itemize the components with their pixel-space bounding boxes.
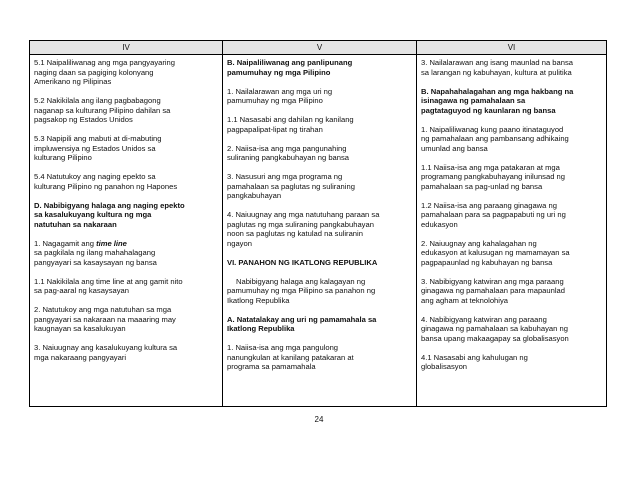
objective-paragraph: 1.2 Naiisa-isa ang paraang ginagawa ng pamahalaan para sa pagpapabuti ng uri ng edukasyon	[421, 200, 566, 229]
objective-paragraph: 2. Naiuugnay ang kahalagahan ng edukasyon at kalusugan ng mamamayan sa pagpapaunlad ng kabuhayan ng bansa	[421, 238, 570, 267]
column-vi	[417, 55, 606, 406]
objective-paragraph: 3. Nasusuri ang mga programa ng pamahalaan sa paglutas ng suliraning pangkabuhayan	[227, 172, 355, 200]
header-cell-vi: VI	[507, 43, 516, 52]
table-header-row	[30, 41, 606, 55]
objective-text: sa pagkilala ng ilang mahahalagang pangyayari sa kasaysayan ng bansa	[34, 248, 157, 267]
objective-paragraph: 2. Naiisa-isa ang mga pangunahing suliraning pangkabuhayan ng bansa	[227, 143, 350, 162]
objective-paragraph: 1. Naipaliliwanag kung paano itinataguyod ng pamahalaan ang pambansang adhikaing umunlad ang bansa	[421, 124, 569, 153]
objective-paragraph: 1.1 Nakikilala ang time line at ang gamit nito sa pag-aaral ng kasaysayan	[34, 276, 183, 295]
table-body-row	[30, 55, 606, 406]
emphasized-term: time line	[96, 238, 127, 248]
objective-paragraph: 3. Naiuugnay ang kasalukuyang kultura sa mga nakaraang pangyayari	[34, 343, 178, 362]
objective-paragraph: B. Naipaliliwanag ang panlipunang pamumuhay ng mga Pilipino	[227, 58, 353, 77]
header-cell-v: V	[223, 41, 417, 54]
objective-paragraph: 1.1 Nasasabi ang dahilan ng kanilang pagpapalipat-lipat ng tirahan	[227, 115, 354, 134]
objective-paragraph	[34, 239, 219, 268]
objective-paragraph: 2. Natutukoy ang mga natutuhan sa mga pangyayari sa nakaraan na maaaring may kaugnayan sa kasalukuyan	[34, 305, 176, 333]
objective-paragraph: 1. Nailalarawan ang mga uri ng pamumuhay ng mga Pilipino	[227, 86, 333, 105]
objective-paragraph: 3. Nabibigyang katwiran ang mga paraang ginagawa ng pamahalaan para mapaunlad ang agham at teknolohiya	[421, 276, 565, 305]
objective-paragraph: B. Napahahalagahan ang mga hakbang na isinagawa ng pamahalaan sa pagtataguyod ng kaunlaran ng bansa	[421, 86, 574, 115]
column-iv	[30, 55, 223, 406]
header-cell-iv: IV	[30, 41, 223, 54]
objective-paragraph: Nabibigyang halaga ang kalagayan ng pamumuhay ng mga Pilipino sa panahon ng Ikatlong Republika	[227, 276, 376, 305]
objective-paragraph: 1.1 Naiisa-isa ang mga patakaran at mga programang pangkabuhayang inilunsad ng pamahalaan sa pag-unlad ng bansa	[421, 162, 565, 191]
curriculum-table	[29, 40, 607, 407]
objective-paragraph: 5.3 Napipili ang mabuti at di-mabuting impluwensiya ng Estados Unidos sa kulturang Pilipino	[34, 134, 162, 162]
objective-paragraph: VI. PANAHON NG IKATLONG REPUBLIKA	[227, 257, 378, 267]
objective-text: 1. Nagagamit ang	[34, 238, 97, 248]
column-v	[223, 55, 417, 406]
objective-paragraph: 5.1 Naipaliliwanag ang mga pangyayaring naging daan sa pagiging kolonyang Amerikano ng Pilipinas	[34, 58, 175, 86]
objective-paragraph: 4. Naiuugnay ang mga natutuhang paraan sa paglutas ng mga suliraning pangkabuhayan noon sa paglutas ng katulad na suliranin ngayon	[227, 210, 380, 248]
page-number: 24	[314, 415, 324, 424]
objective-paragraph: D. Nabibigyang halaga ang naging epekto sa kasalukuyang kultura ng mga natutuhan sa nakaraan	[34, 200, 185, 229]
objective-paragraph: 4. Nabibigyang katwiran ang paraang ginagawa ng pamahalaan sa kabuhayan ng bansa upang makaagapay sa globalisasyon	[421, 314, 569, 343]
objective-paragraph: 5.4 Natutukoy ang naging epekto sa kulturang Pilipino ng panahon ng Hapones	[34, 172, 178, 191]
objective-paragraph: 5.2 Nakikilala ang ilang pagbabagong naganap sa kulturang Pilipino dahilan sa pagsakop ng Estados Unidos	[34, 96, 171, 124]
objective-paragraph: 4.1 Nasasabi ang kahulugan ng globalisasyon	[421, 352, 528, 371]
objective-paragraph: A. Natatalakay ang uri ng pamamahala sa Ikatlong Republika	[227, 314, 377, 333]
objective-paragraph: 1. Naiisa-isa ang mga pangulong nanungkulan at kanilang patakaran at programa sa pamamahala	[227, 343, 354, 371]
objective-paragraph: 3. Nailalarawan ang isang maunlad na bansa sa larangan ng kabuhayan, kultura at pulitika	[421, 58, 573, 77]
